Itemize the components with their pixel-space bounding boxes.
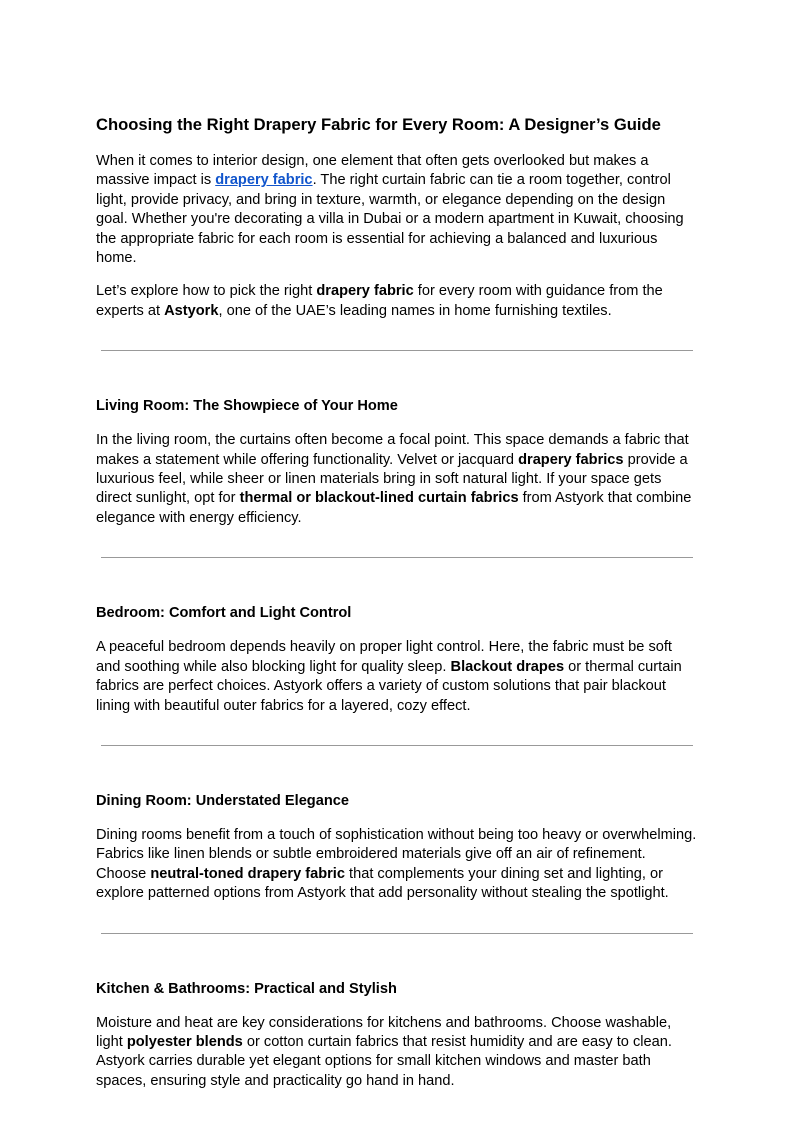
- divider: [96, 730, 698, 791]
- bold-term: thermal or blackout-lined curtain fabrics: [239, 490, 519, 507]
- brand-name: Astyork: [164, 302, 219, 319]
- intro-text: for every room with guidance from the experts at: [96, 283, 663, 319]
- bold-term: drapery fabric: [316, 283, 414, 300]
- divider: [96, 542, 698, 603]
- section-text: or cotton curtain fabrics that resist humidity and are easy to clean. Astyork carries durable yet elegant options for small kitchen windows and master bath spaces, ensuring style and practicality go hand in hand.: [96, 1033, 672, 1089]
- intro-text: When it comes to interior design, one element that often gets overlooked but makes a massive impact is: [96, 153, 649, 189]
- section-paragraph: [96, 638, 698, 716]
- section-bedroom: [96, 603, 698, 716]
- section-paragraph: [96, 1014, 698, 1092]
- section-dining-room: [96, 791, 698, 904]
- drapery-fabric-link[interactable]: drapery fabric: [215, 172, 313, 189]
- section-text: from Astyork that combine elegance with energy efficiency.: [96, 490, 692, 526]
- section-text: or thermal curtain fabrics are perfect choices. Astyork offers a variety of custom solutions that pair blackout lining with beautiful outer fabrics for a layered, cozy effect.: [96, 658, 682, 714]
- intro-paragraph-2: [96, 282, 698, 321]
- section-heading: Kitchen & Bathrooms: Practical and Stylish: [96, 980, 397, 997]
- section-heading: Dining Room: Understated Elegance: [96, 792, 349, 809]
- section-text: Dining rooms benefit from a touch of sophistication without being too heavy or overwhelming. Fabrics like linen blends or subtle embroidered materials give off an air of refinement. Choose: [96, 826, 697, 882]
- section-heading: Living Room: The Showpiece of Your Home: [96, 398, 398, 415]
- section-living-room: [96, 396, 698, 528]
- bold-term: polyester blends: [126, 1033, 243, 1050]
- section-paragraph: [96, 431, 698, 528]
- section-paragraph: [96, 826, 698, 904]
- section-text: A peaceful bedroom depends heavily on proper light control. Here, the fabric must be soft and soothing while also blocking light for quality sleep.: [96, 639, 672, 675]
- section-heading: Bedroom: Comfort and Light Control: [96, 605, 352, 622]
- bold-term: neutral-toned drapery fabric: [150, 865, 345, 882]
- intro-paragraph-1: [96, 152, 698, 268]
- divider: [96, 335, 698, 396]
- bold-term: Blackout drapes: [450, 658, 565, 675]
- section-text: Moisture and heat are key considerations for kitchens and bathrooms. Choose washable, light: [96, 1014, 672, 1050]
- intro-text: , one of the UAE’s leading names in home furnishing textiles.: [218, 302, 612, 319]
- intro-text: Let’s explore how to pick the right: [96, 283, 317, 300]
- intro-text: . The right curtain fabric can tie a room together, control light, provide privacy, and bring in texture, warmth, or elegance depending on the design goal. Whether you're decorating a villa in Dubai or a modern apartment in Kuwait, choosing the appropriate fabric for each room is essential for achieving a balanced and luxurious home.: [96, 172, 684, 267]
- bold-term: drapery fabrics: [518, 451, 624, 468]
- divider: [96, 918, 698, 979]
- section-kitchen-bathrooms: [96, 979, 698, 1092]
- page-title: Choosing the Right Drapery Fabric for Every Room: A Designer’s Guide: [96, 115, 661, 134]
- section-text: provide a luxurious feel, while sheer or linen materials bring in soft natural light. If your space gets direct sunlight, opt for: [96, 451, 688, 507]
- section-text: that complements your dining set and lighting, or explore patterned options from Astyork that add personality without stealing the spotlight.: [96, 865, 669, 902]
- section-text: In the living room, the curtains often become a focal point. This space demands a fabric that makes a statement while offering functionality. Velvet or jacquard: [96, 432, 689, 468]
- document-page: [96, 113, 698, 1105]
